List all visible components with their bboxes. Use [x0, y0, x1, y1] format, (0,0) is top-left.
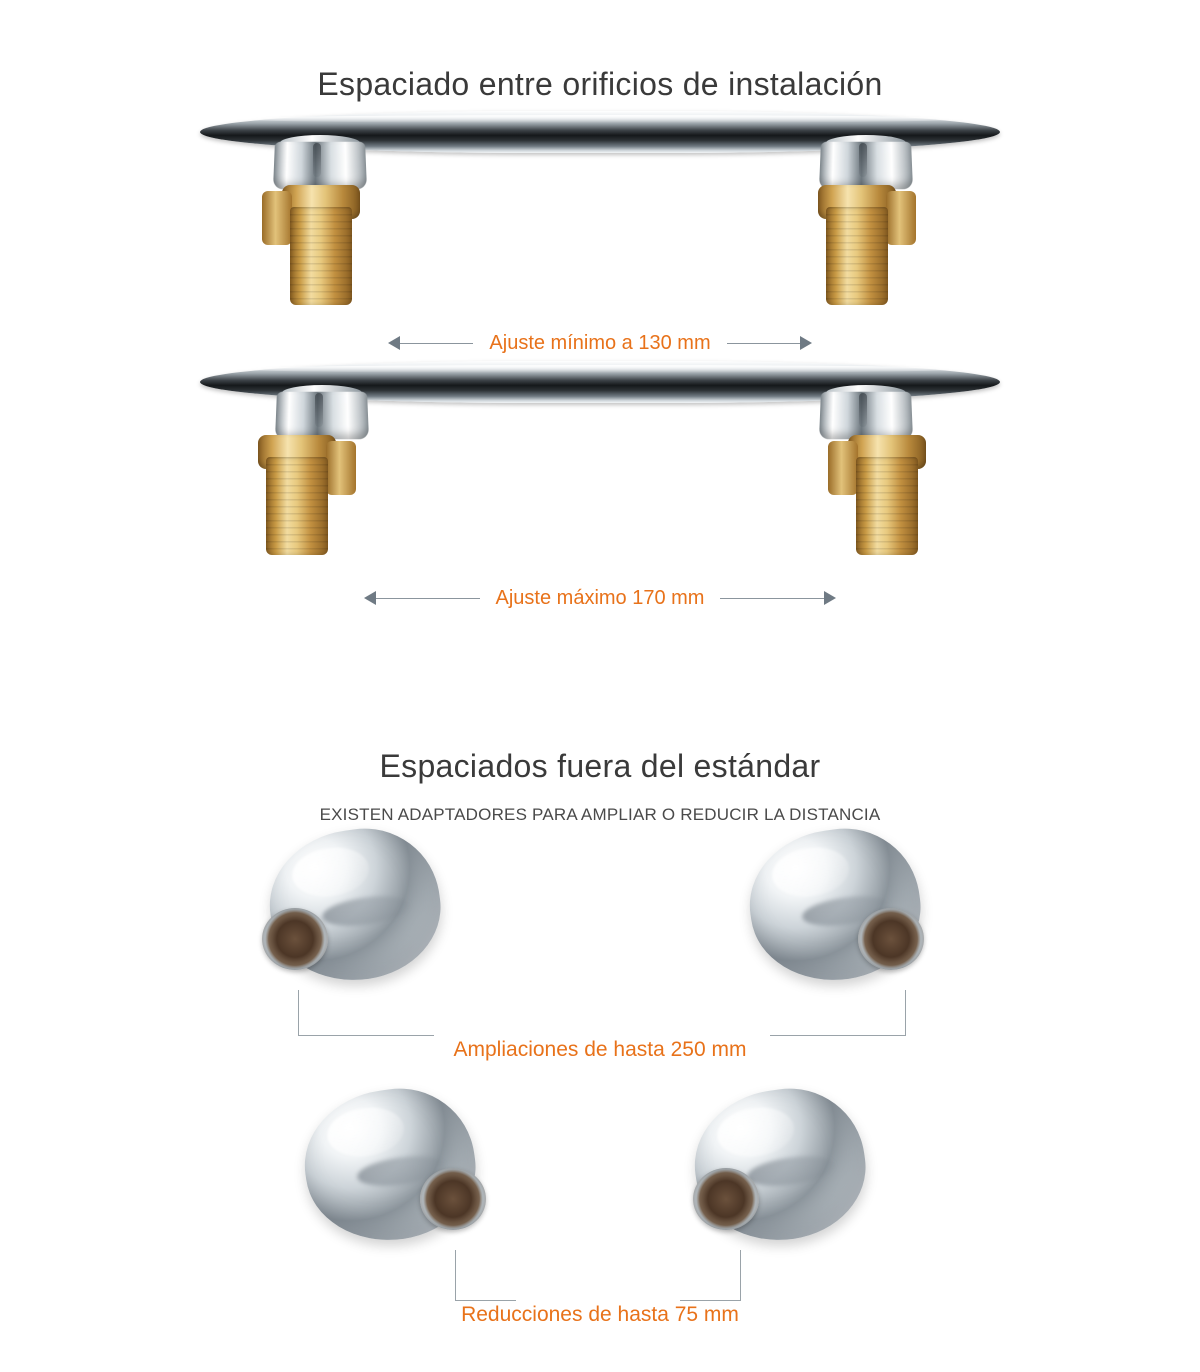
diagram-max-adjust — [200, 355, 1000, 615]
brass-fitting-left — [258, 435, 336, 555]
section-non-standard-spacing — [0, 720, 1200, 1326]
wall-outlet-right — [675, 1090, 875, 1250]
callout-expansion: Ampliaciones de hasta 250 mm — [453, 1038, 747, 1061]
diagram-expansion — [0, 830, 1200, 1060]
dimension-line — [720, 598, 824, 599]
brass-fitting-right — [818, 185, 896, 305]
arrow-left-icon — [364, 591, 376, 605]
brass-fitting-left — [282, 185, 360, 305]
leader-line-left — [455, 1250, 516, 1301]
faucet-bar-max — [200, 355, 1000, 575]
diagram-reduction — [0, 1090, 1200, 1326]
section-title-non-standard: Espaciados fuera del estándar — [379, 748, 821, 784]
outlet-port — [858, 908, 924, 970]
outlet-port — [262, 908, 328, 970]
faucet-bar-min — [200, 105, 1000, 325]
wall-outlet-left — [285, 1090, 485, 1250]
dimension-min-adjust — [388, 330, 812, 356]
dimension-line — [376, 598, 480, 599]
arrow-left-icon — [388, 336, 400, 350]
dimension-max-adjust — [364, 585, 836, 611]
section-standard-spacing — [0, 0, 1200, 609]
chrome-nut-right — [820, 391, 912, 439]
section-title-standard: Espaciado entre orificios de instalación — [317, 66, 883, 102]
dimension-label-min: Ajuste mínimo a 130 mm — [489, 331, 711, 354]
brass-fitting-right — [848, 435, 926, 555]
section-subtitle-non-standard: EXISTEN ADAPTADORES PARA AMPLIAR O REDUCIR LA DISTANCIA — [319, 805, 881, 824]
leader-line-right — [770, 990, 906, 1036]
chrome-nut-left — [274, 141, 366, 189]
callout-reduction: Reducciones de hasta 75 mm — [461, 1303, 739, 1326]
leader-line-left — [298, 990, 434, 1036]
wall-outlet-right — [730, 830, 930, 990]
outlet-port — [420, 1168, 486, 1230]
arrow-right-icon — [824, 591, 836, 605]
outlet-port — [693, 1168, 759, 1230]
arrow-right-icon — [800, 336, 812, 350]
leader-line-right — [680, 1250, 741, 1301]
chrome-nut-right — [820, 141, 912, 189]
wall-outlet-left — [250, 830, 450, 990]
diagram-min-adjust — [200, 105, 1000, 355]
dimension-label-max: Ajuste máximo 170 mm — [495, 586, 705, 609]
chrome-nut-left — [276, 391, 368, 439]
dimension-line — [400, 343, 473, 344]
dimension-line — [727, 343, 800, 344]
